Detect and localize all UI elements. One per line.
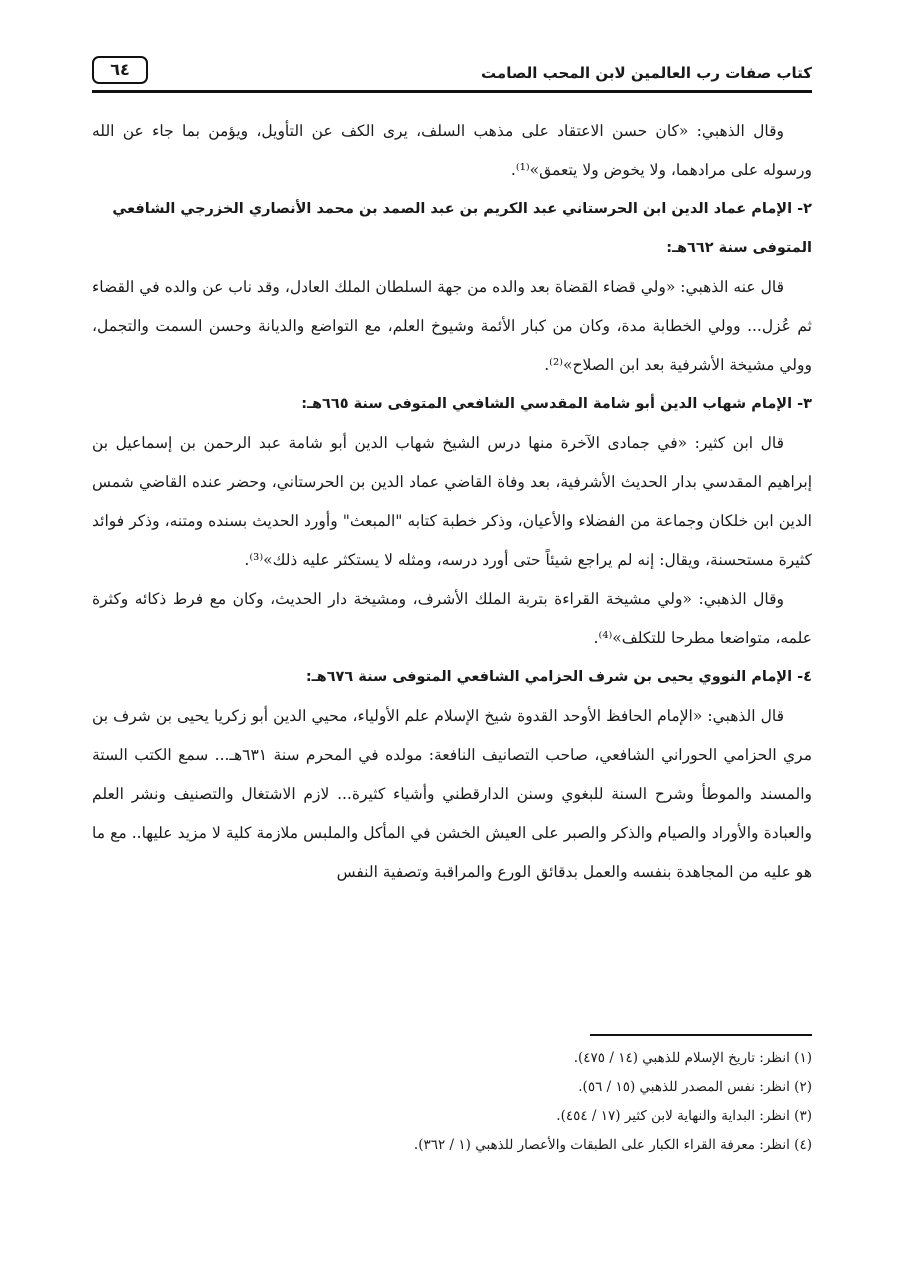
page-header — [92, 50, 812, 96]
paragraph-dhahabi-creed: وقال الذهبي: «كان حسن الاعتقاد على مذهب السلف، يرى الكف عن التأويل، ويؤمن بما جاء عن الله ورسوله على مرادهما، ولا يخوض ولا يتعمق»⁽¹⁾. — [92, 122, 812, 179]
book-title: كتاب صفات رب العالمين لابن المحب الصامت — [481, 64, 812, 82]
paragraph-ibn-kathir: قال ابن كثير: «في جمادى الآخرة منها درس الشيخ شهاب الدين أبو شامة عبد الرحمن بن إسماعيل بن إبراهيم المقدسي بدار الحديث الأشرفية، بعد وفاة القاضي عماد الدين بن الحرستاني، وحضر عنده القاضي شمس الدين ابن خلكان وجماعة من الفضلاء والأعيان، وذكر خطبة كتابه "المبعث" وأورد الحديث بسنده ومتنه، وذكر فوائد كثيرة مستحسنة، ويقال: إنه لم يراجع شيئاً حتى أورد درسه، ومثله لا يستكثر عليه ذلك»⁽³⁾. — [92, 434, 812, 569]
heading-ibn-harastani: ٢- الإمام عماد الدين ابن الحرستاني عبد الكريم بن عبد الصمد بن محمد الأنصاري الخزرجي الشافعي المتوفى سنة ٦٦٢هـ: — [112, 201, 812, 256]
paragraph-nawawi: قال الذهبي: «الإمام الحافظ الأوحد القدوة شيخ الإسلام علم الأولياء، محيي الدين أبو زكريا يحيى بن شرف بن مري الحزامي الحوراني الشافعي، صاحب التصانيف النافعة: مولده في المحرم سنة ٦٣١هـ... سمع الكتب الستة والمسند والموطأ وشرح السنة للبغوي وسنن الدارقطني وأشياء كثيرة... لازم الاشتغال والتصنيف ونشر العلم والعبادة والأوراد والصيام والذكر والصبر على العيش الخشن في المأكل والملبس ملازمة كلية لا مزيد عليها.. مع ما هو عليه من المجاهدة بنفسه والعمل بدقائق الورع والمراقبة وتصفية النفس — [92, 707, 812, 881]
paragraph-ibn-harastani: قال عنه الذهبي: «ولي قضاء القضاة بعد والده من جهة السلطان الملك العادل، وقد ناب عن والده في القضاء ثم عُزل... وولي الخطابة مدة، وكان من كبار الأئمة وشيوخ العلم، مع التواضع والديانة وحسن السمت والتجمل، وولي مشيخة الأشرفية بعد ابن الصلاح»⁽²⁾. — [92, 278, 812, 374]
footnote-divider — [590, 1034, 812, 1036]
heading-nawawi: ٤- الإمام النووي يحيى بن شرف الحزامي الشافعي المتوفى سنة ٦٧٦هـ: — [305, 669, 812, 685]
page-number: ٦٤ — [92, 56, 148, 84]
footnote-3: (٣) انظر: البداية والنهاية لابن كثير (١٧ / ٤٥٤). — [556, 1108, 812, 1124]
footnotes — [92, 1044, 812, 1160]
footnote-1: (١) انظر: تاريخ الإسلام للذهبي (١٤ / ٤٧٥). — [573, 1050, 812, 1066]
heading-abu-shama: ٣- الإمام شهاب الدين أبو شامة المقدسي الشافعي المتوفى سنة ٦٦٥هـ: — [301, 396, 812, 412]
footnote-4: (٤) انظر: معرفة القراء الكبار على الطبقات والأعصار للذهبي (١ / ٣٦٢). — [413, 1137, 812, 1153]
paragraph-dhahabi-abu-shama: وقال الذهبي: «ولي مشيخة القراءة بتربة الملك الأشرف، ومشيخة دار الحديث، وكان مع فرط ذكائه وكثرة علمه، متواضعا مطرحا للتكلف»⁽⁴⁾. — [92, 590, 812, 647]
footnote-2: (٢) انظر: نفس المصدر للذهبي (١٥ / ٥٦). — [578, 1079, 812, 1095]
main-text — [92, 112, 812, 892]
header-divider — [92, 90, 812, 93]
